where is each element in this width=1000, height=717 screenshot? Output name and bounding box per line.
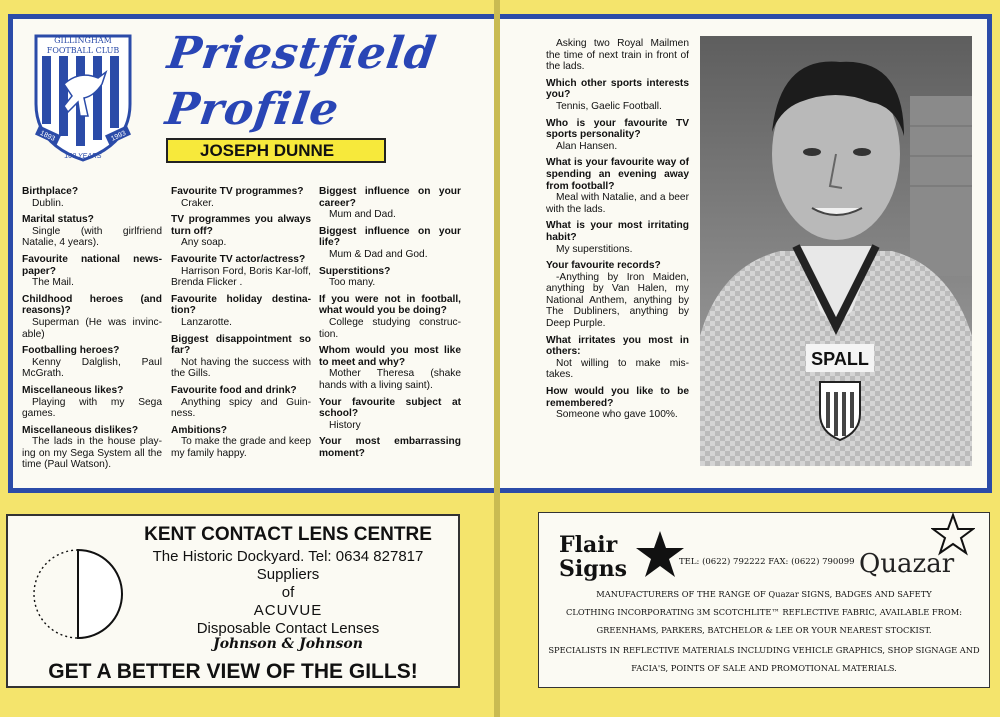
answer: To make the grade and keep my family happy. [171, 436, 311, 459]
quazar-star-icon [931, 513, 975, 557]
kent-address: The Historic Dockyard. Tel: 0634 827817 [152, 548, 424, 565]
question: Footballing heroes? [22, 345, 120, 357]
qa-item [546, 260, 689, 330]
question: What is your most irritating habit? [546, 220, 689, 243]
qa-item [319, 294, 461, 340]
answer: Craker. [181, 197, 214, 209]
shirt-sponsor: SPALL [811, 349, 869, 369]
question: If you were not in football, what would you be doing? [319, 293, 461, 317]
crest-banner: 100 YEARS [64, 153, 102, 160]
kent-suppliers: Suppliers [256, 566, 320, 583]
flair-specialists [539, 645, 989, 674]
qa-column-2 [171, 186, 311, 464]
kent-slogan: GET A BETTER VIEW OF THE GILLS! [48, 660, 418, 683]
kent-contact-lens-ad [6, 514, 460, 688]
question: Your favourite subject at school? [319, 396, 461, 420]
answer: Single (with girlfriend Natalie, 4 years). [22, 225, 162, 249]
qa-item [319, 345, 461, 391]
flair-body-line1: MANUFACTURERS OF THE RANGE OF Quazar SIGNS, BADGES AND SAFETY [596, 589, 932, 599]
qa-item [171, 186, 311, 209]
qa-column-3 [319, 186, 461, 464]
flair-body-line4: SPECIALISTS IN REFLECTIVE MATERIALS INCLUDING VEHICLE GRAPHICS, SHOP SIGNAGE AND [548, 645, 980, 655]
question: Marital status? [22, 214, 94, 226]
answer: Anything spicy and Guin-ness. [171, 396, 311, 420]
player-photo [700, 36, 972, 466]
question: Biggest influence on your life? [319, 225, 461, 249]
crest-year-end: 1993 [110, 129, 128, 143]
qa-item [171, 425, 311, 460]
answer: Not having the success with the Gills. [171, 356, 311, 380]
question: Miscellaneous likes? [22, 384, 124, 396]
flair-logo-line2: Signs [559, 556, 628, 582]
qa-item [22, 254, 162, 289]
question: Favourite holiday destina-tion? [171, 293, 311, 317]
question: Favourite food and drink? [171, 384, 297, 396]
answer: The Mail. [32, 277, 74, 289]
crest-year-start: 1893 [38, 129, 56, 143]
qa-item [319, 186, 461, 221]
qa-item [171, 254, 311, 289]
question: What is your favourite way of spending an evening away from football? [546, 157, 689, 192]
qa-item [171, 385, 311, 420]
answer: Someone who gave 100%. [556, 409, 678, 421]
qa-item [171, 214, 311, 249]
answer: Meal with Natalie, and a beer with the lads. [546, 192, 689, 215]
answer: Lanzarotte. [181, 316, 232, 328]
qa-item [546, 220, 689, 255]
answer: -Anything by Iron Maiden, anything by Van Halen, my National Anthem, anything by The Dubliners, anything by Deep Purple. [546, 271, 689, 330]
answer: Kenny Dalglish, Paul McGrath. [22, 356, 162, 380]
qa-item [319, 397, 461, 432]
crest-club-name-line1: GILLINGHAM [54, 36, 112, 45]
qa-column-right [546, 38, 689, 426]
qa-item [22, 385, 162, 420]
flair-description [539, 589, 989, 636]
question: What irritates you most in others: [546, 334, 689, 358]
question: How would you like to be remembered? [546, 386, 689, 409]
qa-item [546, 118, 689, 153]
answer: College studying construc-tion. [319, 316, 461, 340]
answer: Superman (He was invinc-able) [22, 316, 162, 340]
flair-signs-logo [559, 533, 627, 581]
answer: Dublin. [32, 197, 64, 209]
flair-body-line5: FACIA'S, POINTS OF SALE AND PROMOTIONAL MATERIALS. [631, 663, 897, 673]
kent-of: of [281, 584, 295, 601]
answer: Harrison Ford, Boris Kar-loff, Brenda Flicker . [171, 265, 311, 289]
flair-signs-ad [538, 512, 990, 688]
answer-continued: Asking two Royal Mailmen the time of next train in front of the lads. [546, 38, 689, 73]
acuvue-brand: ACUVUE [253, 602, 323, 619]
quazar-logo: Quazar [859, 549, 955, 579]
question: Biggest disappointment so far? [171, 333, 311, 357]
question: Superstitions? [319, 265, 391, 277]
qa-item [22, 345, 162, 380]
answer: Playing with my Sega games. [22, 396, 162, 420]
question: Miscellaneous dislikes? [22, 424, 139, 436]
qa-item [546, 335, 689, 381]
question: Ambitions? [171, 424, 228, 436]
question: Favourite national news-paper? [22, 253, 162, 277]
question: Biggest influence on your career? [319, 186, 461, 209]
contact-lens-icon [30, 546, 140, 642]
flair-logo-line1: Flair [559, 532, 618, 558]
qa-item [546, 38, 689, 73]
qa-item [22, 294, 162, 340]
answer: History [329, 419, 361, 431]
answer: Any soap. [181, 237, 227, 249]
flair-body-line3: GREENHAMS, PARKERS, BATCHELOR & LEE OR YOUR NEAREST STOCKIST. [596, 625, 932, 635]
crest-club-name-line2: FOOTBALL CLUB [46, 46, 120, 55]
johnson-johnson-logo: Johnson & Johnson [213, 636, 363, 652]
qa-item [22, 186, 162, 209]
qa-item [22, 214, 162, 249]
page-title-line1: Priestfield [164, 28, 440, 79]
question: Childhood heroes (and reasons)? [22, 293, 162, 317]
question: Favourite TV actor/actress? [171, 253, 306, 265]
answer: Mum & Dad and God. [329, 248, 428, 260]
qa-item [171, 294, 311, 329]
flair-body-line2: CLOTHING INCORPORATING 3M SCOTCHLITE™ REFLECTIVE FABRIC, AVAILABLE FROM: [566, 607, 962, 617]
kent-product: Disposable Contact Lenses [196, 620, 380, 637]
answer: Mum and Dad. [329, 209, 396, 221]
question: Your most embarrassing moment? [319, 436, 461, 459]
qa-item [319, 436, 461, 459]
answer: My superstitions. [556, 243, 633, 255]
question: Which other sports interests you? [546, 77, 689, 101]
question: TV programmes you always turn off? [171, 214, 311, 237]
question: Your favourite records? [546, 260, 661, 272]
question: Who is your favourite TV sports personality? [546, 117, 689, 141]
qa-column-1 [22, 186, 162, 476]
flair-telephone: TEL: (0622) 792222 FAX: (0622) 790099 [679, 557, 855, 567]
question: Whom would you most like to meet and why? [319, 345, 461, 368]
qa-item [546, 78, 689, 113]
answer: Mother Theresa (shake hands with a living saint). [319, 368, 461, 391]
qa-item [319, 266, 461, 289]
answer: Alan Hansen. [556, 140, 618, 152]
qa-item [319, 226, 461, 261]
answer: The lads in the house play-ing on my Sega System all the time (Paul Watson). [22, 436, 162, 471]
answer: Tennis, Gaelic Football. [556, 100, 662, 112]
kent-business-name: KENT CONTACT LENS CENTRE [144, 524, 432, 545]
question: Favourite TV programmes? [171, 186, 304, 197]
question: Birthplace? [22, 186, 79, 197]
star-icon [635, 529, 685, 579]
club-crest-logo [28, 26, 138, 166]
qa-item [22, 425, 162, 471]
player-name-banner: JOSEPH DUNNE [166, 138, 386, 163]
qa-item [546, 386, 689, 421]
qa-item [546, 157, 689, 215]
page-title-line2: Profile [162, 84, 343, 135]
qa-item [171, 334, 311, 380]
answer: Not willing to make mis-takes. [546, 357, 689, 381]
answer: Too many. [329, 277, 376, 289]
